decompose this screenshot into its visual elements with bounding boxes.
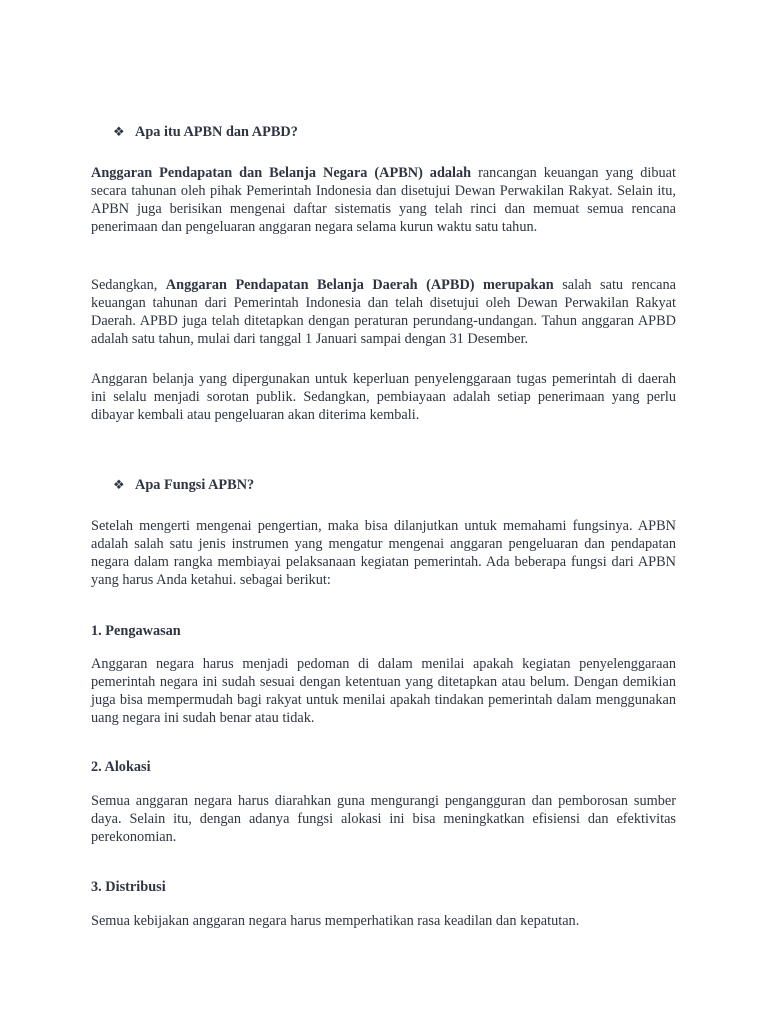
paragraph-alokasi: Semua anggaran negara harus diarahkan guna mengurangi pengangguran dan pemborosan sumber daya. Selain itu, dengan adanya fungsi alokasi ini bisa meningkatkan efisiensi dan efektivitas perekonomian. [91, 793, 676, 845]
diamond-bullet-icon: ❖ [113, 478, 125, 493]
paragraph-apbn-definition [91, 164, 676, 236]
apbd-lead-text: Sedangkan, [91, 277, 166, 293]
paragraph-fungsi-intro: Setelah mengerti mengenai pengertian, maka bisa dilanjutkan untuk memahami fungsinya. APBN adalah salah satu jenis instrumen yang mengatur mengenai anggaran pengeluaran dan pendapatan negara dalam rangka membiayai pelaksanaan kegiatan pemerintah. Ada beberapa fungsi dari APBN yang harus Anda ketahui. sebagai berikut: [91, 518, 676, 588]
subheading-alokasi: 2. Alokasi [91, 759, 151, 775]
paragraph-distribusi: Semua kebijakan anggaran negara harus memperhatikan rasa keadilan dan kepatutan. [91, 913, 580, 929]
paragraph-pengawasan: Anggaran negara harus menjadi pedoman di dalam menilai apakah kegiatan penyelenggaraan pemerintah negara ini sudah sesuai dengan ketentuan yang ditetapkan atau belum. Dengan demikian juga bisa mempermudah bagi rakyat untuk menilai apakah tindakan pemerintah dalam menggunakan uang negara ini sudah benar atau tidak. [91, 656, 676, 726]
subheading-distribusi: 3. Distribusi [91, 879, 166, 895]
section-heading-text: Apa itu APBN dan APBD? [135, 124, 298, 140]
apbn-bold-term: Anggaran Pendapatan dan Belanja Negara (APBN) adalah [91, 165, 472, 181]
paragraph-anggaran-belanja: Anggaran belanja yang dipergunakan untuk keperluan penyelenggaraan tugas pemerintah di daerah ini selalu menjadi sorotan publik. Sedangkan, pembiayaan adalah setiap penerimaan yang perlu dibayar kembali atau pengeluaran akan diterima kembali. [91, 371, 676, 423]
section-heading-text: Apa Fungsi APBN? [135, 477, 255, 493]
section-heading-apbn-apbd [113, 123, 298, 142]
paragraph-apbd-definition [91, 276, 676, 348]
section-heading-fungsi-apbn [113, 476, 254, 495]
apbd-bold-term: Anggaran Pendapatan Belanja Daerah (APBD) merupakan [165, 277, 554, 293]
apbn-definition-text: rancangan keuangan yang dibuat secara tahunan oleh pihak Pemerintah Indonesia dan disetujui Dewan Perwakilan Rakyat. Selain itu, APBN juga berisikan mengenai daftar sistematis yang telah rinci dan memuat semua rencana penerimaan dan pengeluaran anggaran negara selama kurun waktu satu tahun. [91, 165, 676, 235]
apbd-definition-text: salah satu rencana keuangan tahunan dari Pemerintah Indonesia dan telah disetujui oleh Dewan Perwakilan Rakyat Daerah. APBD juga telah ditetapkan dengan peraturan perundang-undangan. Tahun anggaran APBD adalah satu tahun, mulai dari tanggal 1 Januari sampai dengan 31 Desember. [91, 277, 676, 347]
subheading-pengawasan: 1. Pengawasan [91, 623, 181, 639]
diamond-bullet-icon: ❖ [113, 125, 125, 140]
